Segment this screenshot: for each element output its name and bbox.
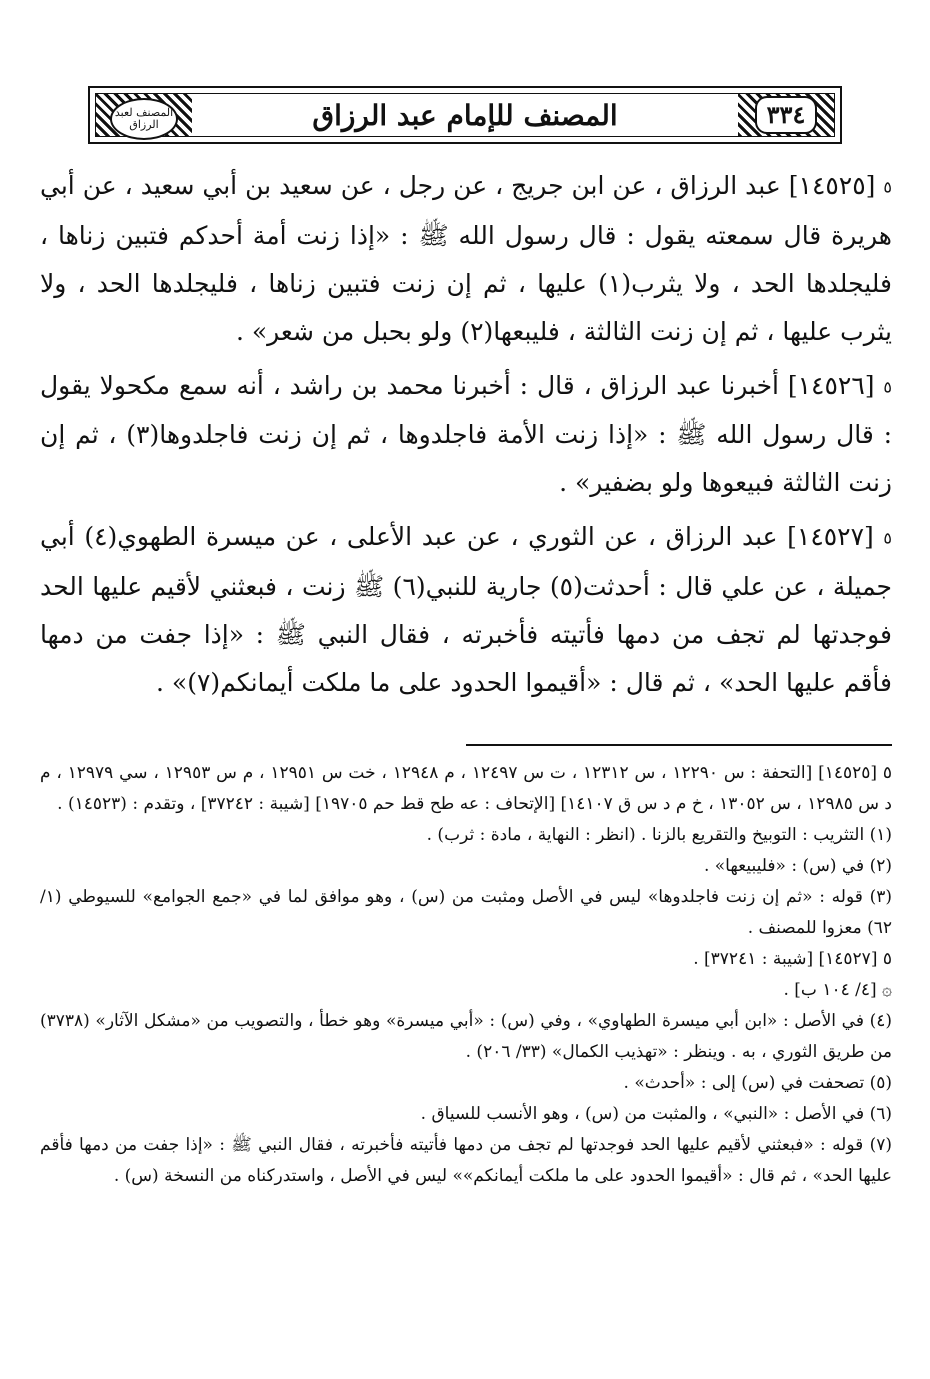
hadith-text: [١٤٥٢٧] عبد الرزاق ، عن الثوري ، عن عبد الأعلى ، عن ميسرة الطهوي(٤) أبي جميلة ، عن علي قال : أحدثت(٥) جارية للنبي(٦) ﷺ زنت ، فبعثني لأقيم عليها الحد فوجدتها لم تجف من دمها فأتيته فأخبرته ، فقال النبي ﷺ : «إذا جفت من دمها فأقم عليها الحد» ، ثم قال : «أقيموا الحدود على ما ملكت أيمانكم(٧)» . [40, 522, 892, 697]
header-frame [95, 93, 835, 137]
hadith-marker: ٥ [883, 377, 892, 396]
hadith-marker: ٥ [883, 528, 892, 548]
footnote-7: (٧) قوله : «فبعثني لأقيم عليها الحد فوجدتها لم تجف من دمها فأتيته فأخبرته ، فقال النبي ﷺ : «إذا جفت من دمها فأقم عليها الحد» ، ثم قال : «أقيموا الحدود على ما ملكت أيمانكم»» ليس في الأصل ، واستدركناه من النسخة (س) . [40, 1135, 892, 1186]
footnote-6: (٦) في الأصل : «النبي» ، والمثبت من (س) ، وهو الأنسب للسياق . [420, 1104, 892, 1124]
footnote-2: (٢) في (س) : «فليبيعها» . [703, 856, 892, 876]
hadith-14527 [40, 513, 892, 707]
book-title: المصنف للإمام عبد الرزاق [312, 98, 618, 132]
page-number-box [738, 94, 834, 136]
header-ornament-left [96, 94, 192, 136]
page-header [88, 86, 842, 144]
footnote-manuscript-page: ۞ [٤/ ١٠٤ ب] . [783, 980, 892, 1000]
footnote-4: (٤) في الأصل : «ابن أبي ميسرة الطهاوي» ، وفي (س) : «أبي ميسرة» وهو خطأ ، والتصويب من «مشكل الآثار» (٣٧٣٨) من طريق الثوري ، به . وينظر : «تهذيب الكمال» (٣٣/ ٢٠٦) . [40, 1011, 892, 1062]
footnote-1: (١) التثريب : التوبيخ والتقريع بالزنا . (انظر : النهاية ، مادة : ثرب) . [426, 825, 892, 845]
page-number: ٣٣٤ [755, 96, 818, 134]
hadith-text: [١٤٥٢٥] عبد الرزاق ، عن ابن جريج ، عن رجل ، عن سعيد بن أبي سعيد ، عن أبي هريرة قال سمعته يقول : قال رسول الله ﷺ : «إذا زنت أمة أحدكم فتبين زناها ، فليجلدها الحد ، ولا يثرب(١) عليها ، ثم إن زنت فتبين زناها ، فليجلدها الحد ، ولا يثرب عليها ، ثم إن زنت الثالثة ، فليبعها(٢) ولو بحبل من شعر» . [40, 171, 892, 346]
hadith-text: [١٤٥٢٦] أخبرنا عبد الرزاق ، قال : أخبرنا محمد بن راشد ، أنه سمع مكحولا يقول : قال رسول الله ﷺ : «إذا زنت الأمة فاجلدوها ، ثم إن زنت فاجلدوها(٣) ، ثم إن زنت الثالثة فبيعوها ولو بضفير» . [40, 370, 892, 497]
hadith-body [40, 162, 892, 707]
footnote-takhrij-14527: ٥ [١٤٥٢٧] [شيبة : ٣٧٢٤١] . [693, 949, 892, 969]
book-seal: المصنف لعبد الرزاق [110, 98, 178, 140]
footnote-5: (٥) تصحفت في (س) إلى : «أحدث» . [623, 1073, 892, 1093]
footnote-takhrij-14525: ٥ [١٤٥٢٥] [التحفة : س ١٢٢٩٠ ، س ١٢٣١٢ ، ت س ١٢٤٩٧ ، م ١٢٩٤٨ ، خت س ١٢٩٥١ ، م س ١٢٩٥٣ ، سي ١٢٩٧٩ ، م د س ١٢٩٨٥ ، س ١٣٠٥٢ ، خ م د س ق ١٤١٠٧] [الإتحاف : عه طح قط حم ١٩٧٠٥] [شيبة : ٣٧٢٤٢] ، وتقدم : (١٤٥٢٣) . [40, 763, 892, 814]
hadith-marker: ٥ [883, 177, 893, 197]
footnote-separator [466, 744, 892, 746]
footnote-3: (٣) قوله : «ثم إن زنت فاجلدوها» ليس في الأصل ومثبت من (س) ، وهو موافق لما في «جمع الجوامع» للسيوطي (١/ ٦٢) معزوا للمصنف . [40, 887, 892, 938]
footnotes [40, 758, 892, 1192]
hadith-14525 [40, 162, 892, 356]
hadith-14526 [40, 362, 892, 508]
